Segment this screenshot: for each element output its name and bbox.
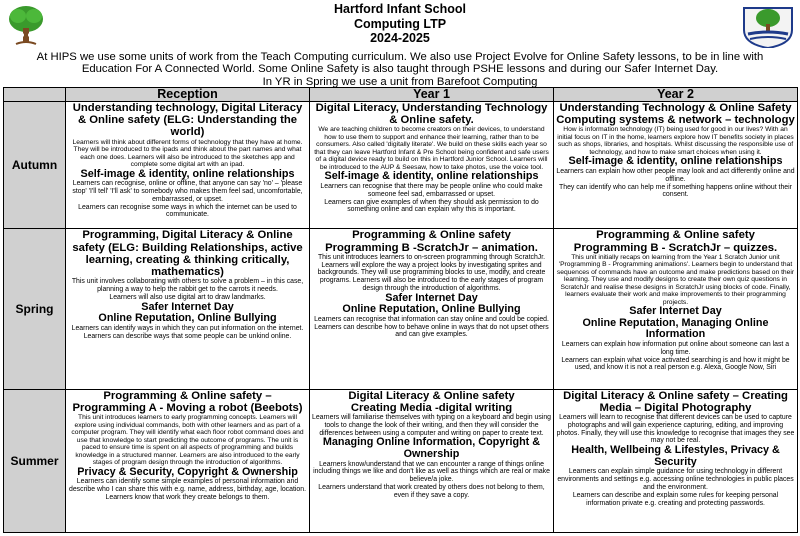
unit-description: Learners will also use digital art to draw landmarks. (109, 293, 266, 301)
unit-heading: Digital Literacy & Online safety (348, 389, 515, 402)
unit-heading: Understanding technology, Digital Literacy & Online safety (ELG: Understanding the world) (72, 102, 303, 139)
online-safety-heading: Self-image & identity, online relationships (324, 170, 539, 183)
cell-autumn-reception (66, 102, 310, 229)
safer-internet-day-heading: Safer Internet Day (141, 300, 234, 313)
unit-description: We are teaching children to become creators on their devices, to understand how to use them to support and enhance their learning, rather than to be consumers. Also called 'digitally literate'. We build on these skills each year so that they can leave Hartford Infant & Pre School being confident and safe users of a digital device ready to build on this in Hartford Junior School. Learners will be introduced to the AUP & Seesaw, how to take photos, use the voice tool. (314, 126, 549, 171)
online-safety-text: Learners can give examples of when they should ask permission to do something online and can explain why this is important. (324, 198, 539, 214)
online-safety-text: They can identify who can help me if something happens online without their consent. (559, 183, 792, 199)
page-header (0, 0, 800, 50)
unit-heading: Programming & Online safety (352, 229, 511, 242)
unit-heading: Programming & Online safety (596, 229, 755, 242)
page-title: Computing LTP (353, 16, 447, 31)
cell-autumn-year1 (310, 102, 554, 229)
unit-description: Learners will learn to recognise that different devices can be used to capture photographs and will gain experience capturing, editing, and improving photos. Finally, they will use this knowledge to recognise that images they see may not be real. (556, 414, 795, 445)
unit-description: This unit initially recaps on learning from the Year 1 Scratch Junior unit 'Programming B - Programming animations'. Learners begin to understand that sequences of commands have an outcome and make predictions based on their learning. They use and modify designs to create their own quiz questions in ScratchJr and realise these designs in ScratchJr using blocks of code. Finally, learners evaluate their work and make improvements to their programming projects. (556, 253, 795, 306)
safer-internet-day-heading: Safer Internet Day (629, 305, 722, 318)
corner-cell (4, 88, 66, 102)
intro-line-1: At HIPS we use some units of work from the Teach Computing curriculum. We also use Project Evolve for Online Safety lessons, to be in line with Education For A Connected World. Some Online Safety is also taught through PSHE lessons and during our Safer Internet Day. (36, 51, 764, 76)
online-safety-text: Learners can explain how information put online about someone can last a long time. (561, 341, 790, 356)
unit-heading: Programming, Digital Literacy & Online safety (ELG: Building Relationships, active learning, creating & thinking critically, mathematics) (72, 229, 303, 278)
online-safety-heading: Privacy & Security, Copyright & Ownership (77, 465, 298, 478)
term-label-spring: Spring (4, 229, 66, 389)
term-label-summer: Summer (4, 389, 66, 532)
unit-description: This unit introduces learners to early programming concepts. Learners will explore using individual commands, both with other learners and as part of a computer program. They will identify what each floor robot command does and use that knowledge to start predicting the outcome of programs. The unit is paced to ensure time is spent on all aspects of programming and builds knowledge in a structured manner. Learners are also introduced to the early stages of program design through the introduction of algorithms. (71, 414, 304, 467)
crest-logo-icon (740, 4, 796, 48)
unit-subheading: Creating Media -digital writing (350, 401, 513, 414)
online-safety-heading: Online Reputation, Online Bullying (98, 312, 277, 325)
ltp-table (3, 87, 798, 533)
table-row-summer (4, 389, 798, 532)
online-safety-text: Learners can recognise that information can stay online and could be copied. (314, 315, 549, 323)
unit-heading: Programming & Online safety – Programming A - Moving a robot (Beebots) (72, 389, 303, 414)
online-safety-text: Learners understand that work created by others does not belong to them, even if they save a copy. (318, 484, 545, 499)
online-safety-heading: Managing Online Information, Copyright & Ownership (322, 436, 541, 461)
cell-autumn-year2 (554, 102, 798, 229)
online-safety-text: Learners can explain simple guidance for using technology in different environments and settings e.g. accessing online technologies in public places and the environment. (557, 468, 794, 492)
school-name: Hartford Infant School (334, 2, 466, 16)
online-safety-text: Learners know/understand that we can encounter a range of things online including things we like and don't like as well as things which are real or make believe/a joke. (313, 460, 550, 484)
cell-summer-reception (66, 389, 310, 532)
online-safety-text: Learners can describe ways that some people can be unkind online. (83, 332, 292, 340)
online-safety-text: Learners can identify ways in which they can put information on the internet. (71, 324, 304, 332)
header-titles (0, 2, 800, 46)
unit-description: How is information technology (IT) being used for good in our lives? With an initial focus on IT in the home, learners explore how IT benefits society in places such as shops, libraries, and hospitals. Whilst discussing the responsible use of technology, and how to make smart choices when using it. (557, 126, 794, 156)
unit-heading: Digital Literacy & Online safety – Creating Media – Digital Photography (563, 389, 788, 414)
unit-subheading: Programming B - ScratchJr – quizzes. (573, 241, 778, 254)
online-safety-text: Learners can recognise some ways in which the internet can be used to communicate. (78, 203, 297, 219)
term-label-autumn: Autumn (4, 102, 66, 229)
online-safety-heading: Self-image & identity, online relationships (80, 167, 295, 180)
online-safety-text: Learners can recognise, online or offline, that anyone can say 'no' – 'please stop' 'I'll tell' 'I'll ask' to somebody who makes them feel sad, uncomfortable, embarrassed, or upset. (72, 180, 303, 203)
online-safety-text: Learners can describe and explain some rules for keeping personal information private e.g. creating and protecting passwords. (572, 491, 779, 507)
table-header-row (4, 88, 798, 102)
unit-description: Learners will think about different forms of technology that they have at home. They will be introduced to the ipads and think about the part names and what each one does. Learners will also be introduced to the sketches app and complete some digital art with an ipad. (72, 138, 303, 169)
unit-subheading: Programming B -ScratchJr – animation. (325, 241, 538, 254)
online-safety-heading: Self-image & identity, online relationships (568, 155, 783, 168)
unit-description: This unit involves collaborating with others to solve a problem – in this case, planning a way to help the rabbit get to the carrots it needs. (71, 278, 304, 293)
online-safety-heading: Online Reputation, Managing Online Information (582, 316, 769, 341)
cell-summer-year1 (310, 389, 554, 532)
cell-spring-year2 (554, 229, 798, 389)
online-safety-text: Learners can recognise that there may be people online who could make someone feel sad, embarrassed or upset. (320, 183, 543, 198)
unit-description: This unit introduces learners to on-screen programming through ScratchJr. Learners will explore the way a project looks by investigating sprites and backgrounds. They will use programming blocks to use, modify, and create programs. Learners will also be introduced to the early stages of program design through the introduction of algorithms. (317, 253, 546, 292)
intro-text (20, 51, 780, 88)
table-row-spring (4, 229, 798, 389)
safer-internet-day-heading: Safer Internet Day (385, 291, 478, 304)
online-safety-heading: Online Reputation, Online Bullying (342, 303, 521, 316)
online-safety-text: Learners can identify some simple examples of personal information and describe who I can share this with e.g. name, address, birthday, age, location. (69, 478, 306, 493)
online-safety-text: Learners know that work they create belongs to them. (105, 493, 270, 501)
unit-heading: Digital Literacy, Understanding Technology & Online safety. (315, 102, 548, 127)
online-safety-heading: Health, Wellbeing & Lifestyles, Privacy & Security (571, 444, 780, 468)
intro-line-2: In YR in Spring we use a unit from Barefoot Computing (262, 75, 538, 88)
column-header-year1: Year 1 (310, 88, 554, 102)
cell-summer-year2 (554, 389, 798, 532)
online-safety-text: Learners can explain what voice activated searching is and how it might be used, and know it is not a real person e.g. Alexa, Google Now, Siri (561, 356, 790, 372)
cell-spring-reception (66, 229, 310, 389)
unit-heading: Understanding Technology & Online Safety Computing systems & network – technology (556, 102, 795, 127)
column-header-year2: Year 2 (554, 88, 798, 102)
unit-description: Learners will familiarise themselves with typing on a keyboard and begin using tools to change the look of their writing, and then they will consider the differences between using a computer and writing on paper to create text. (312, 414, 552, 437)
cell-spring-year1 (310, 229, 554, 389)
school-year: 2024-2025 (370, 31, 430, 45)
online-safety-text: Learners can describe how to behave online in ways that do not upset others and can give examples. (314, 323, 549, 339)
column-header-reception: Reception (66, 88, 310, 102)
table-row-autumn (4, 102, 798, 229)
online-safety-text: Learners can explain how other people may look and act differently online and offline. (556, 168, 795, 183)
